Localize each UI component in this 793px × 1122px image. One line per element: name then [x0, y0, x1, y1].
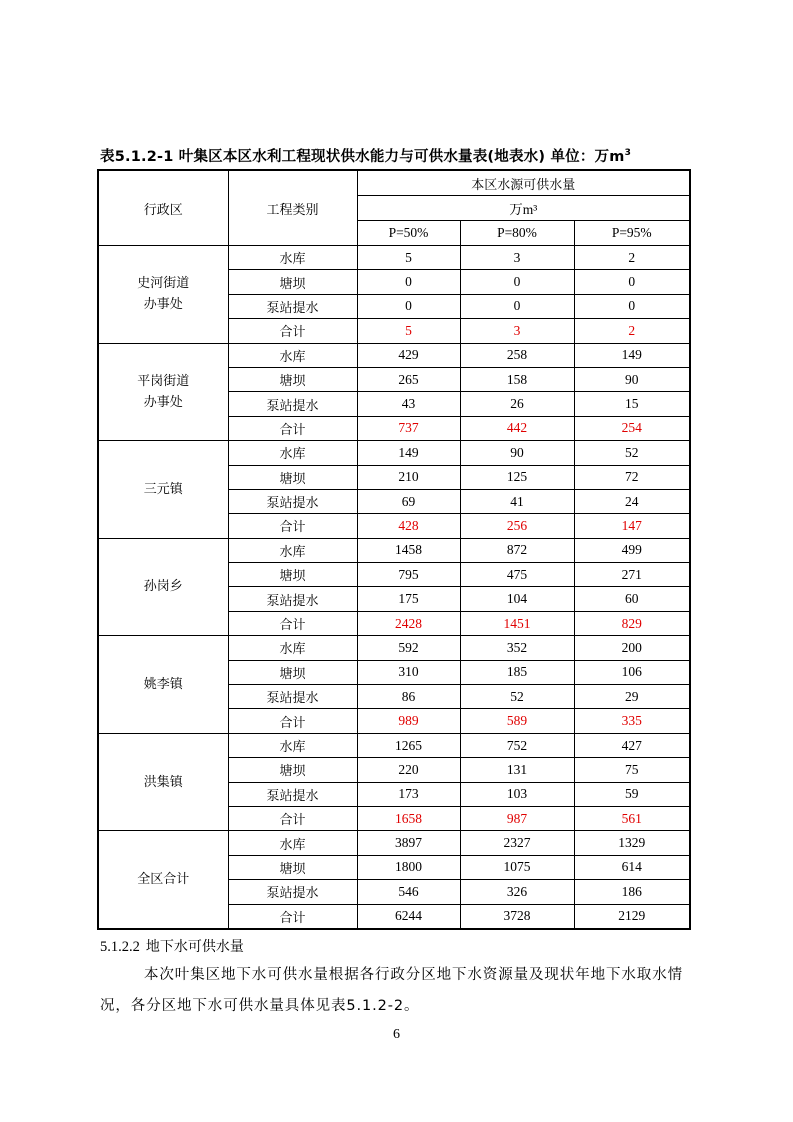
value-cell-p80: 125 [460, 465, 574, 489]
value-cell-p95: 2129 [574, 904, 690, 929]
region-cell: 全区合计 [98, 831, 228, 929]
value-cell-p50: 0 [357, 294, 460, 318]
value-cell-p50: 220 [357, 758, 460, 782]
value-cell-p50: 5 [357, 319, 460, 343]
value-cell-p50: 1658 [357, 806, 460, 830]
category-cell: 塘坝 [228, 660, 357, 684]
category-cell: 合计 [228, 806, 357, 830]
category-cell: 塘坝 [228, 367, 357, 391]
value-cell-p95: 254 [574, 416, 690, 440]
value-cell-p80: 3728 [460, 904, 574, 929]
category-cell: 合计 [228, 904, 357, 929]
table-row [98, 343, 690, 367]
value-cell-p80: 52 [460, 685, 574, 709]
value-cell-p95: 427 [574, 733, 690, 757]
value-cell-p50: 43 [357, 392, 460, 416]
value-cell-p80: 475 [460, 563, 574, 587]
value-cell-p95: 561 [574, 806, 690, 830]
region-cell: 平岗街道 办事处 [98, 343, 228, 441]
value-cell-p50: 429 [357, 343, 460, 367]
value-cell-p80: 589 [460, 709, 574, 733]
value-cell-p95: 1329 [574, 831, 690, 855]
value-cell-p50: 592 [357, 636, 460, 660]
region-cell: 三元镇 [98, 441, 228, 539]
caption-superscript: 3 [624, 148, 632, 159]
category-cell: 塘坝 [228, 758, 357, 782]
value-cell-p95: 60 [574, 587, 690, 611]
category-cell: 水库 [228, 343, 357, 367]
category-cell: 泵站提水 [228, 685, 357, 709]
category-cell: 水库 [228, 441, 357, 465]
header-p50: P=50% [357, 221, 460, 246]
value-cell-p80: 41 [460, 489, 574, 513]
value-cell-p95: 106 [574, 660, 690, 684]
value-cell-p80: 256 [460, 514, 574, 538]
value-cell-p80: 258 [460, 343, 574, 367]
value-cell-p95: 52 [574, 441, 690, 465]
header-p80: P=80% [460, 221, 574, 246]
value-cell-p50: 989 [357, 709, 460, 733]
section-heading [100, 936, 244, 956]
table-row [98, 441, 690, 465]
value-cell-p50: 86 [357, 685, 460, 709]
value-cell-p95: 2 [574, 246, 690, 270]
category-cell: 塘坝 [228, 855, 357, 879]
header-region: 行政区 [98, 170, 228, 246]
caption-text: 表5.1.2-1 叶集区本区水利工程现状供水能力与可供水量表(地表水) 单位：万m [100, 149, 625, 165]
value-cell-p80: 0 [460, 294, 574, 318]
value-cell-p80: 3 [460, 319, 574, 343]
value-cell-p80: 1075 [460, 855, 574, 879]
region-cell: 史河街道 办事处 [98, 246, 228, 344]
value-cell-p80: 131 [460, 758, 574, 782]
header-p95: P=95% [574, 221, 690, 246]
value-cell-p50: 0 [357, 270, 460, 294]
value-cell-p50: 546 [357, 880, 460, 904]
table-row [98, 636, 690, 660]
value-cell-p95: 149 [574, 343, 690, 367]
table-row [98, 246, 690, 270]
value-cell-p95: 186 [574, 880, 690, 904]
category-cell: 水库 [228, 246, 357, 270]
value-cell-p80: 987 [460, 806, 574, 830]
value-cell-p95: 29 [574, 685, 690, 709]
value-cell-p50: 310 [357, 660, 460, 684]
header-row-1 [98, 170, 690, 196]
value-cell-p50: 2428 [357, 611, 460, 635]
value-cell-p95: 15 [574, 392, 690, 416]
value-cell-p95: 2 [574, 319, 690, 343]
category-cell: 塘坝 [228, 563, 357, 587]
value-cell-p50: 428 [357, 514, 460, 538]
value-cell-p80: 0 [460, 270, 574, 294]
value-cell-p80: 26 [460, 392, 574, 416]
category-cell: 泵站提水 [228, 587, 357, 611]
region-cell: 洪集镇 [98, 733, 228, 831]
value-cell-p50: 175 [357, 587, 460, 611]
region-cell: 孙岗乡 [98, 538, 228, 636]
category-cell: 合计 [228, 514, 357, 538]
category-cell: 泵站提水 [228, 392, 357, 416]
value-cell-p50: 1800 [357, 855, 460, 879]
value-cell-p50: 737 [357, 416, 460, 440]
value-cell-p50: 149 [357, 441, 460, 465]
value-cell-p95: 147 [574, 514, 690, 538]
value-cell-p95: 24 [574, 489, 690, 513]
page-number: 6 [393, 1027, 400, 1042]
value-cell-p80: 185 [460, 660, 574, 684]
value-cell-p95: 0 [574, 270, 690, 294]
section-number: 5.1.2.2 [100, 939, 140, 955]
water-supply-table [97, 169, 691, 930]
category-cell: 合计 [228, 709, 357, 733]
value-cell-p50: 69 [357, 489, 460, 513]
value-cell-p95: 200 [574, 636, 690, 660]
value-cell-p50: 6244 [357, 904, 460, 929]
value-cell-p95: 75 [574, 758, 690, 782]
region-cell: 姚李镇 [98, 636, 228, 734]
value-cell-p50: 795 [357, 563, 460, 587]
value-cell-p80: 352 [460, 636, 574, 660]
header-unit: 万m³ [357, 196, 690, 221]
value-cell-p95: 72 [574, 465, 690, 489]
value-cell-p95: 90 [574, 367, 690, 391]
value-cell-p50: 3897 [357, 831, 460, 855]
category-cell: 泵站提水 [228, 880, 357, 904]
table-row [98, 831, 690, 855]
value-cell-p80: 442 [460, 416, 574, 440]
value-cell-p95: 271 [574, 563, 690, 587]
category-cell: 水库 [228, 831, 357, 855]
category-cell: 合计 [228, 611, 357, 635]
category-cell: 泵站提水 [228, 782, 357, 806]
value-cell-p80: 158 [460, 367, 574, 391]
category-cell: 水库 [228, 636, 357, 660]
value-cell-p95: 614 [574, 855, 690, 879]
value-cell-p50: 210 [357, 465, 460, 489]
category-cell: 泵站提水 [228, 489, 357, 513]
value-cell-p80: 326 [460, 880, 574, 904]
value-cell-p80: 103 [460, 782, 574, 806]
value-cell-p80: 3 [460, 246, 574, 270]
category-cell: 塘坝 [228, 465, 357, 489]
value-cell-p95: 499 [574, 538, 690, 562]
section-title: 地下水可供水量 [145, 939, 244, 955]
value-cell-p80: 752 [460, 733, 574, 757]
value-cell-p80: 90 [460, 441, 574, 465]
category-cell: 泵站提水 [228, 294, 357, 318]
category-cell: 水库 [228, 733, 357, 757]
body-paragraph: 本次叶集区地下水可供水量根据各行政分区地下水资源量及现状年地下水取水情况，各分区地下水可供水量具体见表5.1.2-2。 [100, 967, 683, 1014]
value-cell-p95: 335 [574, 709, 690, 733]
table-row [98, 538, 690, 562]
value-cell-p80: 2327 [460, 831, 574, 855]
header-category: 工程类别 [228, 170, 357, 246]
category-cell: 水库 [228, 538, 357, 562]
value-cell-p80: 104 [460, 587, 574, 611]
table-caption [100, 145, 700, 166]
value-cell-p50: 173 [357, 782, 460, 806]
category-cell: 合计 [228, 416, 357, 440]
value-cell-p50: 1458 [357, 538, 460, 562]
category-cell: 塘坝 [228, 270, 357, 294]
value-cell-p95: 0 [574, 294, 690, 318]
value-cell-p95: 59 [574, 782, 690, 806]
value-cell-p95: 829 [574, 611, 690, 635]
value-cell-p80: 872 [460, 538, 574, 562]
value-cell-p80: 1451 [460, 611, 574, 635]
header-source: 本区水源可供水量 [357, 170, 690, 196]
value-cell-p50: 5 [357, 246, 460, 270]
value-cell-p50: 265 [357, 367, 460, 391]
value-cell-p50: 1265 [357, 733, 460, 757]
category-cell: 合计 [228, 319, 357, 343]
table-row [98, 733, 690, 757]
